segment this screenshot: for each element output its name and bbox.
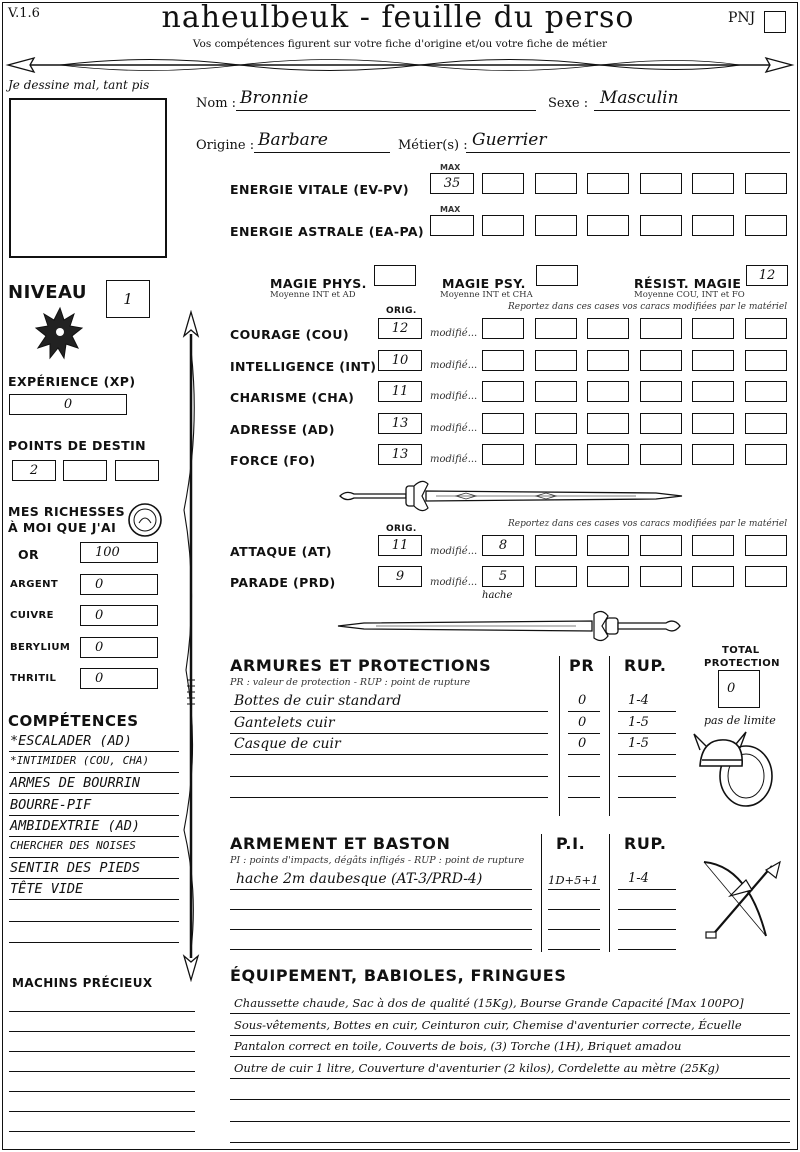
ea-track-box[interactable] — [745, 215, 787, 236]
armure-name[interactable]: Casque de cuir — [234, 736, 341, 752]
ev-track-box[interactable] — [692, 173, 734, 194]
equipement-line — [230, 1035, 790, 1036]
attaque-mod-box[interactable] — [640, 535, 682, 556]
stat-orig-box[interactable] — [378, 318, 422, 339]
stat-mod-track-box[interactable] — [640, 318, 682, 339]
arme-line — [230, 949, 532, 950]
machin-line — [9, 1011, 195, 1012]
competences-label: COMPÉTENCES — [8, 712, 139, 730]
machin-line — [9, 1031, 195, 1032]
ev-max-value: 35 — [443, 176, 461, 191]
richesse-value: 100 — [95, 545, 120, 560]
portrait-box[interactable] — [9, 98, 167, 258]
machin-line — [9, 1091, 195, 1092]
nom-line — [236, 110, 536, 111]
header-spear-icon — [0, 52, 800, 78]
stat-mod-track-box[interactable] — [482, 381, 524, 402]
attaque-mod-box[interactable] — [745, 535, 787, 556]
arme-rup-line — [618, 929, 676, 930]
equipement-line — [230, 1078, 790, 1079]
experience-box[interactable] — [9, 394, 127, 415]
arme-line — [230, 929, 532, 930]
origine-label: Origine : — [196, 138, 255, 153]
stat-label: CHARISME (CHA) — [230, 390, 355, 405]
armure-pr-line — [568, 797, 600, 798]
parade-orig-value: 9 — [395, 569, 405, 584]
armure-rup-line — [618, 733, 676, 734]
arme-pi-line — [548, 909, 600, 910]
destin-box-3[interactable] — [115, 460, 159, 481]
competence-line — [9, 921, 179, 922]
parade-mod-box[interactable] — [535, 566, 577, 587]
richesses-label-2: À MOI QUE J'AI — [8, 520, 117, 535]
experience-label: EXPÉRIENCE (XP) — [8, 374, 136, 389]
armure-name[interactable]: Gantelets cuir — [234, 714, 335, 731]
attaque-orig-value: 11 — [391, 538, 409, 553]
spear-icon — [178, 310, 204, 982]
ea-max-box[interactable] — [430, 215, 474, 236]
ev-track-box[interactable] — [745, 173, 787, 194]
armure-pr-line — [568, 711, 600, 712]
equipement-line — [230, 1099, 790, 1100]
machin-line — [9, 1071, 195, 1072]
weapon-note: hache — [482, 590, 513, 601]
stat-mod-track-box[interactable] — [692, 381, 734, 402]
stat-mod-track-box[interactable] — [745, 444, 787, 465]
richesse-label: ARGENT — [10, 578, 59, 590]
stat-label: ADRESSE (AD) — [230, 421, 335, 437]
equipement-title: ÉQUIPEMENT, BABIOLES, FRINGUES — [230, 966, 567, 985]
stat-mod-track-box[interactable] — [535, 350, 577, 371]
stats-note: Reportez dans ces cases vos caracs modifiées par le matériel — [508, 302, 788, 312]
weapons-icon — [690, 856, 786, 946]
armure-pr[interactable]: 0 — [578, 714, 587, 730]
armure-line — [230, 733, 548, 734]
armure-line — [230, 776, 548, 777]
equipement-line — [230, 1142, 790, 1143]
coin-icon — [126, 501, 164, 539]
nom-label: Nom : — [196, 96, 237, 111]
attaque-mod-value: 8 — [498, 538, 508, 553]
machin-line — [9, 1131, 195, 1132]
stat-mod-track-box[interactable] — [482, 350, 524, 371]
stat-mod-track-box[interactable] — [640, 444, 682, 465]
machin-line — [9, 1111, 195, 1112]
stat-modifie: modifié... — [430, 328, 478, 339]
stat-mod-track-box[interactable] — [587, 413, 629, 434]
ev-track-box[interactable] — [535, 173, 577, 194]
competence-line — [9, 899, 179, 900]
attaque-mod-box[interactable] — [535, 535, 577, 556]
stat-mod-track-box[interactable] — [535, 413, 577, 434]
richesse-box[interactable] — [80, 637, 158, 658]
competence-item[interactable]: *INTIMIDER (COU, CHA) — [10, 754, 150, 768]
arme-line — [230, 889, 532, 890]
portrait-caption: Je dessine mal, tant pis — [8, 78, 150, 92]
attaque-mod-box[interactable] — [482, 535, 524, 556]
resist-magie-value: 12 — [758, 268, 776, 283]
parade-orig-box[interactable] — [378, 566, 422, 587]
ea-track-box[interactable] — [587, 215, 629, 236]
magie-phys-box[interactable] — [374, 265, 416, 286]
richesse-label: THRITIL — [10, 673, 57, 684]
armure-pr-line — [568, 776, 600, 777]
stat-mod-track-box[interactable] — [535, 444, 577, 465]
equipement-line — [230, 1056, 790, 1057]
ea-label: ENERGIE ASTRALE (EA-PA) — [230, 224, 425, 239]
richesse-box[interactable] — [80, 605, 158, 626]
armement-rup-label: RUP. — [624, 834, 667, 853]
sexe-value[interactable]: Masculin — [600, 88, 679, 108]
stat-mod-track-box[interactable] — [587, 444, 629, 465]
equipement-line — [230, 1121, 790, 1122]
sword-icon-2 — [336, 608, 684, 644]
parade-mod-box[interactable] — [692, 566, 734, 587]
stat-mod-track-box[interactable] — [745, 350, 787, 371]
page-title: naheulbeuk - feuille du perso — [161, 0, 635, 35]
destin-box-2[interactable] — [63, 460, 107, 481]
page-subtitle: Vos compétences figurent sur votre fiche d'origine et/ou votre fiche de métier — [192, 38, 608, 50]
stat-modifie: modifié... — [430, 454, 478, 465]
metier-label: Métier(s) : — [398, 138, 468, 153]
stat-orig-box[interactable] — [378, 413, 422, 434]
arme-pi[interactable]: 1D+5+1 — [548, 873, 599, 887]
competence-item[interactable]: *ESCALADER (AD) — [10, 733, 132, 749]
competence-line — [9, 942, 179, 943]
armures-subtitle: PR : valeur de protection - RUP : point de rupture — [230, 677, 471, 688]
armement-pi-label: P.I. — [556, 834, 586, 853]
stat-mod-track-box[interactable] — [482, 413, 524, 434]
pnj-checkbox[interactable] — [764, 11, 786, 33]
arme-line — [230, 909, 532, 910]
pnj-label: PNJ — [728, 10, 756, 26]
ea-track-box[interactable] — [482, 215, 524, 236]
richesse-value: 0 — [95, 576, 104, 592]
dragon-icon — [34, 304, 86, 364]
stat-orig-box[interactable] — [378, 381, 422, 402]
armure-line — [230, 711, 548, 712]
stat-mod-track-box[interactable] — [535, 318, 577, 339]
competence-line — [9, 878, 179, 879]
stat-mod-track-box[interactable] — [692, 413, 734, 434]
competence-line — [9, 815, 179, 816]
arme-rup-line — [618, 909, 676, 910]
parade-mod-value: 5 — [498, 569, 508, 584]
stat-mod-track-box[interactable] — [640, 413, 682, 434]
armure-rup-line — [618, 754, 676, 755]
magie-phys-label: MAGIE PHYS. — [270, 276, 367, 291]
total-protection-value: 0 — [727, 681, 736, 696]
stat-mod-track-box[interactable] — [745, 318, 787, 339]
stat-mod-track-box[interactable] — [692, 444, 734, 465]
stat-mod-track-box[interactable] — [587, 381, 629, 402]
stat-mod-track-box[interactable] — [692, 318, 734, 339]
ea-track-box[interactable] — [535, 215, 577, 236]
armures-divider-1 — [559, 656, 560, 816]
richesse-box[interactable] — [80, 668, 158, 689]
richesse-label: BERYLIUM — [10, 641, 71, 653]
sexe-label: Sexe : — [548, 96, 589, 111]
stat-orig-box[interactable] — [378, 444, 422, 465]
sword-icon — [336, 478, 686, 514]
attaque-modifie: modifié... — [430, 546, 478, 557]
arme-pi-line — [548, 949, 600, 950]
magie-psy-box[interactable] — [536, 265, 578, 286]
ev-max-box[interactable] — [430, 173, 474, 194]
armure-line — [230, 797, 548, 798]
parade-mod-box[interactable] — [640, 566, 682, 587]
attaque-mod-box[interactable] — [587, 535, 629, 556]
armement-subtitle: PI : points d'impacts, dégâts infligés - RUP : point de rupture — [230, 855, 525, 866]
competence-line — [9, 772, 179, 773]
richesse-label: OR — [18, 547, 40, 562]
arme-pi-line — [548, 889, 600, 890]
armure-rup[interactable]: 1-5 — [628, 714, 649, 730]
armement-title: ARMEMENT ET BASTON — [230, 834, 451, 853]
ea-track-box[interactable] — [692, 215, 734, 236]
attaque-orig-box[interactable] — [378, 535, 422, 556]
no-limit-label: pas de limite — [704, 714, 776, 727]
richesse-value: 0 — [95, 671, 104, 686]
competence-line — [9, 751, 179, 752]
stats-orig-label: ORIG. — [386, 306, 417, 316]
destin-box-1[interactable] — [12, 460, 56, 481]
armure-name[interactable]: Bottes de cuir standard — [234, 693, 402, 709]
richesses-label-1: MES RICHESSES — [8, 504, 125, 519]
competence-item[interactable]: AMBIDEXTRIE (AD) — [10, 817, 141, 834]
arme-rup-line — [618, 889, 676, 890]
combat-note: Reportez dans ces cases vos caracs modifiées par le matériel — [508, 519, 788, 529]
stat-orig-value: 10 — [391, 352, 409, 368]
parade-mod-box[interactable] — [745, 566, 787, 587]
version-label: V.1.6 — [8, 6, 40, 21]
ev-track-box[interactable] — [482, 173, 524, 194]
attaque-mod-box[interactable] — [692, 535, 734, 556]
destin-label: POINTS DE DESTIN — [8, 438, 147, 453]
equipement-line — [230, 1013, 790, 1014]
competence-item[interactable]: SENTIR DES PIEDS — [10, 860, 141, 877]
origine-line — [254, 152, 390, 153]
stat-mod-track-box[interactable] — [587, 350, 629, 371]
sexe-line — [594, 110, 790, 111]
equipement-line-text[interactable]: Pantalon correct en toile, Couverts de bois, (3) Torche (1H), Briquet amadou — [234, 1039, 682, 1053]
stat-label: FORCE (FO) — [230, 453, 316, 468]
competence-item[interactable]: TÊTE VIDE — [10, 881, 84, 898]
armure-pr[interactable]: 0 — [578, 736, 587, 751]
origine-value[interactable]: Barbare — [258, 130, 328, 150]
magie-phys-note: Moyenne INT et AD — [270, 290, 356, 300]
arme-rup[interactable]: 1-4 — [628, 871, 649, 886]
parade-mod-box[interactable] — [587, 566, 629, 587]
stat-mod-track-box[interactable] — [640, 381, 682, 402]
stat-mod-track-box[interactable] — [535, 381, 577, 402]
total-protection-label-2: PROTECTION — [704, 658, 780, 669]
ev-max-label: MAX — [440, 163, 461, 172]
metier-value[interactable]: Guerrier — [472, 130, 547, 150]
richesse-label: CUIVRE — [10, 610, 54, 621]
stat-orig-box[interactable] — [378, 350, 422, 371]
resist-magie-label: RÉSIST. MAGIE — [634, 276, 742, 291]
stat-mod-track-box[interactable] — [745, 413, 787, 434]
stat-modifie: modifié... — [430, 391, 478, 402]
arme-pi-line — [548, 929, 600, 930]
equipement-line-text[interactable]: Outre de cuir 1 litre, Couverture d'aventurier (2 kilos), Cordelette au mètre (25Kg) — [234, 1060, 720, 1075]
equipement-line-text[interactable]: Chaussette chaude, Sac à dos de qualité (15Kg), Bourse Grande Capacité [Max 100PO] — [234, 996, 744, 1010]
stat-mod-track-box[interactable] — [482, 444, 524, 465]
total-protection-box[interactable] — [718, 670, 760, 708]
armure-rup[interactable]: 1-5 — [628, 736, 649, 751]
armure-rup-line — [618, 797, 676, 798]
stat-orig-value: 13 — [391, 415, 409, 431]
stat-modifie: modifié... — [430, 422, 478, 434]
experience-value: 0 — [63, 397, 73, 412]
armement-divider-1 — [541, 834, 542, 952]
ev-track-box[interactable] — [587, 173, 629, 194]
arme-name[interactable]: hache 2m daubesque (AT-3/PRD-4) — [236, 871, 483, 887]
stat-mod-track-box[interactable] — [482, 318, 524, 339]
armures-title: ARMURES ET PROTECTIONS — [230, 656, 492, 675]
stat-label: INTELLIGENCE (INT) — [230, 358, 377, 374]
armure-rup[interactable]: 1-4 — [628, 693, 649, 708]
attaque-label: ATTAQUE (AT) — [230, 544, 332, 559]
nom-value[interactable]: Bronnie — [240, 88, 309, 108]
ev-track-box[interactable] — [640, 173, 682, 194]
niveau-value: 1 — [123, 290, 133, 308]
niveau-label: NIVEAU — [8, 282, 87, 303]
richesse-box[interactable] — [80, 542, 158, 563]
armure-rup-line — [618, 776, 676, 777]
stat-modifie: modifié... — [430, 359, 478, 371]
stat-orig-value: 13 — [391, 447, 409, 462]
resist-magie-note: Moyenne COU, INT et FO — [634, 290, 745, 300]
armure-pr-line — [568, 733, 600, 734]
stat-label: COURAGE (COU) — [230, 327, 349, 342]
stat-mod-track-box[interactable] — [692, 350, 734, 371]
total-protection-label-1: TOTAL — [722, 645, 760, 656]
armures-rup-label: RUP. — [624, 656, 667, 675]
stat-mod-track-box[interactable] — [587, 318, 629, 339]
competence-item[interactable]: CHERCHER DES NOISES — [10, 839, 136, 852]
magie-psy-note: Moyenne INT et CHA — [440, 290, 533, 300]
resist-magie-box[interactable] — [746, 265, 788, 286]
stat-orig-value: 11 — [391, 384, 409, 399]
ev-label: ENERGIE VITALE (EV-PV) — [230, 182, 409, 197]
stat-mod-track-box[interactable] — [745, 381, 787, 402]
armement-divider-2 — [609, 834, 610, 952]
parade-mod-box[interactable] — [482, 566, 524, 587]
armure-rup-line — [618, 711, 676, 712]
armure-pr[interactable]: 0 — [578, 693, 587, 708]
machin-line — [9, 1051, 195, 1052]
combat-orig-label: ORIG. — [386, 524, 417, 534]
parade-label: PARADE (PRD) — [230, 575, 336, 590]
niveau-box[interactable] — [106, 280, 150, 318]
armures-pr-label: PR — [569, 656, 595, 675]
arme-rup-line — [618, 949, 676, 950]
competence-item[interactable]: ARMES DE BOURRIN — [10, 775, 141, 792]
stat-orig-value: 12 — [391, 321, 409, 336]
competence-line — [9, 793, 179, 794]
ea-track-box[interactable] — [640, 215, 682, 236]
richesse-value: 0 — [95, 639, 104, 655]
ea-max-label: MAX — [440, 205, 461, 214]
stat-mod-track-box[interactable] — [640, 350, 682, 371]
equipement-line-text[interactable]: Sous-vêtements, Bottes en cuir, Ceinturon cuir, Chemise d'aventurier correcte, Écuelle — [234, 1017, 742, 1032]
richesse-box[interactable] — [80, 574, 158, 595]
competence-item[interactable]: BOURRE-PIF — [10, 796, 92, 813]
competence-line — [9, 857, 179, 858]
armure-pr-line — [568, 754, 600, 755]
helmet-shield-icon — [692, 726, 780, 814]
destin-value: 2 — [29, 463, 39, 478]
metier-line — [466, 152, 790, 153]
armures-divider-2 — [609, 656, 610, 816]
armure-line — [230, 754, 548, 755]
parade-modifie: modifié... — [430, 577, 478, 588]
machins-label: MACHINS PRÉCIEUX — [12, 976, 153, 990]
richesse-value: 0 — [95, 608, 104, 623]
competence-line — [9, 836, 179, 837]
magie-psy-label: MAGIE PSY. — [442, 276, 526, 291]
